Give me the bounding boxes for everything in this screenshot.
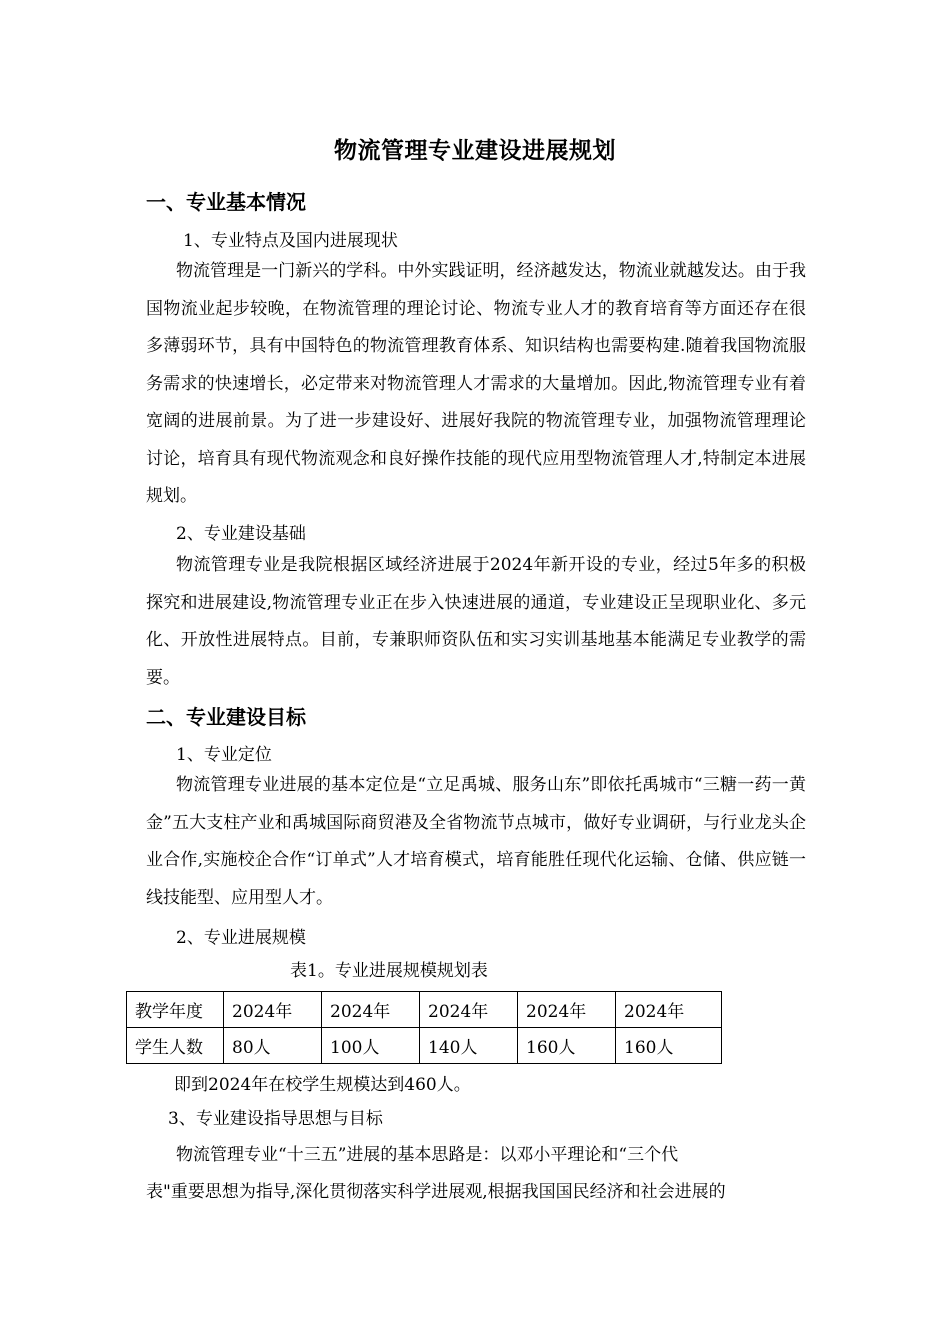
table-cell-students: 140人 xyxy=(420,1028,518,1064)
table-cell-year: 2024年 xyxy=(518,992,616,1028)
subheading-guiding-ideas: 3、专业建设指导思想与目标 xyxy=(168,1109,383,1129)
paragraph-foundation: 物流管理专业是我院根据区域经济进展于2024年新开设的专业，经过5年多的积极探究和进展建设,物流管理专业正在步入快速进展的通道，专业建设正呈现职业化、多元化、开放性进展特点。目前，专兼职师资队伍和实习实训基地基本能满足专业教学的需要。 xyxy=(146,555,806,688)
row-label-students: 学生人数 xyxy=(127,1028,224,1064)
table-cell-year: 2024年 xyxy=(420,992,518,1028)
subheading-features: 1、专业特点及国内进展现状 xyxy=(183,231,398,251)
subheading-foundation: 2、专业建设基础 xyxy=(176,524,306,544)
after-table-text: 即到2024年在校学生规模达到460人。 xyxy=(174,1075,471,1095)
paragraph-guiding-line-2: 表"重要思想为指导,深化贯彻落实科学进展观,根据我国国民经济和社会进展的 xyxy=(146,1182,726,1202)
row-label-year: 教学年度 xyxy=(127,992,224,1028)
table-cell-students: 160人 xyxy=(616,1028,722,1064)
table-row xyxy=(127,992,722,1028)
paragraph-features: 物流管理是一门新兴的学科。中外实践证明，经济越发达，物流业就越发达。由于我国物流业起步较晚，在物流管理的理论讨论、物流专业人才的教育培育等方面还存在很多薄弱环节，具有中国特色的物流管理教育体系、知识结构也需要构建.随着我国物流服务需求的快速增长，必定带来对物流管理人才需求的大量增加。因此,物流管理专业有着宽阔的进展前景。为了进一步建设好、进展好我院的物流管理专业，加强物流管理理论讨论，培育具有现代物流观念和良好操作技能的现代应用型物流管理人才,特制定本进展规划。 xyxy=(146,261,806,506)
subheading-scale: 2、专业进展规模 xyxy=(176,928,306,948)
scale-plan-table xyxy=(126,991,722,1064)
section-heading-basic-info: 一、专业基本情况 xyxy=(146,190,306,214)
table-cell-year: 2024年 xyxy=(224,992,322,1028)
table-cell-year: 2024年 xyxy=(322,992,420,1028)
table-cell-students: 160人 xyxy=(518,1028,616,1064)
table-caption: 表1。专业进展规模规划表 xyxy=(290,961,488,981)
paragraph-positioning: 物流管理专业进展的基本定位是“立足禹城、服务山东”即依托禹城市“三糖一药一黄金”五大支柱产业和禹城国际商贸港及全省物流节点城市，做好专业调研，与行业龙头企业合作,实施校企合作“订单式”人才培育模式，培育能胜任现代化运输、仓储、供应链一线技能型、应用型人才。 xyxy=(146,775,806,908)
table-cell-students: 80人 xyxy=(224,1028,322,1064)
document-title: 物流管理专业建设进展规划 xyxy=(334,137,616,164)
paragraph-guiding-line-1: 物流管理专业“十三五”进展的基本思路是：以邓小平理论和“三个代 xyxy=(176,1145,679,1165)
table-row xyxy=(127,1028,722,1064)
table-cell-year: 2024年 xyxy=(616,992,722,1028)
subheading-positioning: 1、专业定位 xyxy=(176,745,272,765)
table-cell-students: 100人 xyxy=(322,1028,420,1064)
section-heading-goals: 二、专业建设目标 xyxy=(146,705,306,729)
